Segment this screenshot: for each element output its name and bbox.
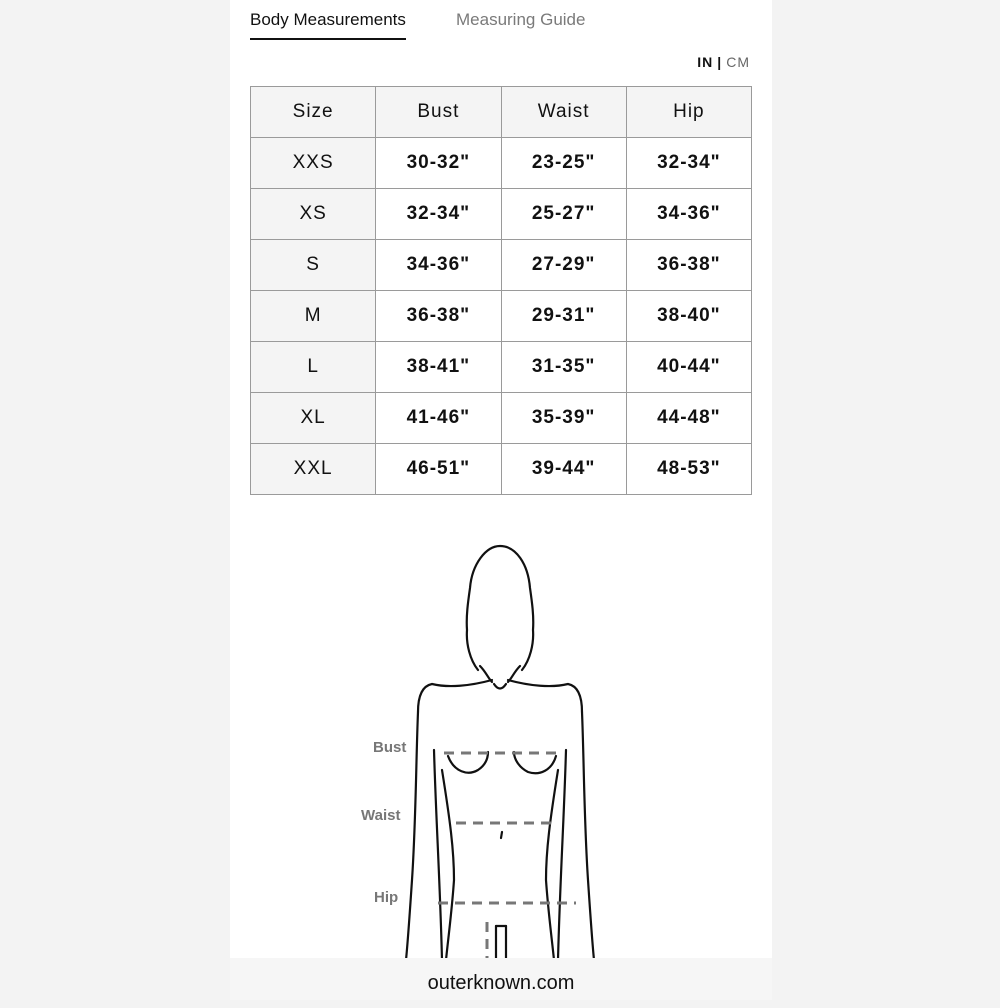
table-row (251, 240, 752, 291)
body-outline-illustration (230, 520, 772, 960)
hip-cell: 32-34" (626, 138, 751, 189)
waist-cell: 39-44" (501, 444, 626, 495)
bust-cell: 30-32" (376, 138, 501, 189)
bust-cell: 41-46" (376, 393, 501, 444)
waist-cell: 29-31" (501, 291, 626, 342)
hip-cell: 44-48" (626, 393, 751, 444)
waist-cell: 27-29" (501, 240, 626, 291)
size-chart-table (250, 86, 752, 495)
column-header-waist: Waist (501, 87, 626, 138)
hip-cell: 36-38" (626, 240, 751, 291)
hip-cell: 40-44" (626, 342, 751, 393)
bust-cell: 34-36" (376, 240, 501, 291)
hip-label: Hip (374, 889, 399, 906)
hip-cell: 34-36" (626, 189, 751, 240)
tab-measuring-guide[interactable]: Measuring Guide (456, 10, 586, 29)
waist-cell: 23-25" (501, 138, 626, 189)
size-cell: XXL (251, 444, 376, 495)
size-cell: XXS (251, 138, 376, 189)
site-url[interactable]: outerknown.com (427, 972, 575, 994)
table-row (251, 444, 752, 495)
bust-cell: 38-41" (376, 342, 501, 393)
column-header-size: Size (251, 87, 376, 138)
size-cell: M (251, 291, 376, 342)
tab-body-measurements[interactable]: Body Measurements (250, 10, 406, 40)
table-row (251, 138, 752, 189)
table-row (251, 393, 752, 444)
bust-cell: 36-38" (376, 291, 501, 342)
waist-cell: 35-39" (501, 393, 626, 444)
table-row (251, 291, 752, 342)
bust-cell: 46-51" (376, 444, 501, 495)
bust-label: Bust (373, 739, 407, 756)
column-header-hip: Hip (626, 87, 751, 138)
size-cell: XS (251, 189, 376, 240)
table-header-row (251, 87, 752, 138)
unit-cm-button[interactable]: CM (726, 54, 750, 70)
unit-separator: | (717, 54, 723, 70)
column-header-bust: Bust (376, 87, 501, 138)
size-cell: L (251, 342, 376, 393)
hip-cell: 48-53" (626, 444, 751, 495)
table-row (251, 189, 752, 240)
size-cell: XL (251, 393, 376, 444)
hip-cell: 38-40" (626, 291, 751, 342)
size-cell: S (251, 240, 376, 291)
unit-in-button[interactable]: IN (697, 54, 714, 70)
table-row (251, 342, 752, 393)
waist-cell: 25-27" (501, 189, 626, 240)
waist-cell: 31-35" (501, 342, 626, 393)
waist-label: Waist (361, 807, 401, 824)
unit-toggle (697, 54, 750, 70)
site-footer (230, 958, 772, 1000)
size-guide-page (230, 0, 772, 1000)
body-measurement-figure (230, 520, 772, 960)
bust-cell: 32-34" (376, 189, 501, 240)
